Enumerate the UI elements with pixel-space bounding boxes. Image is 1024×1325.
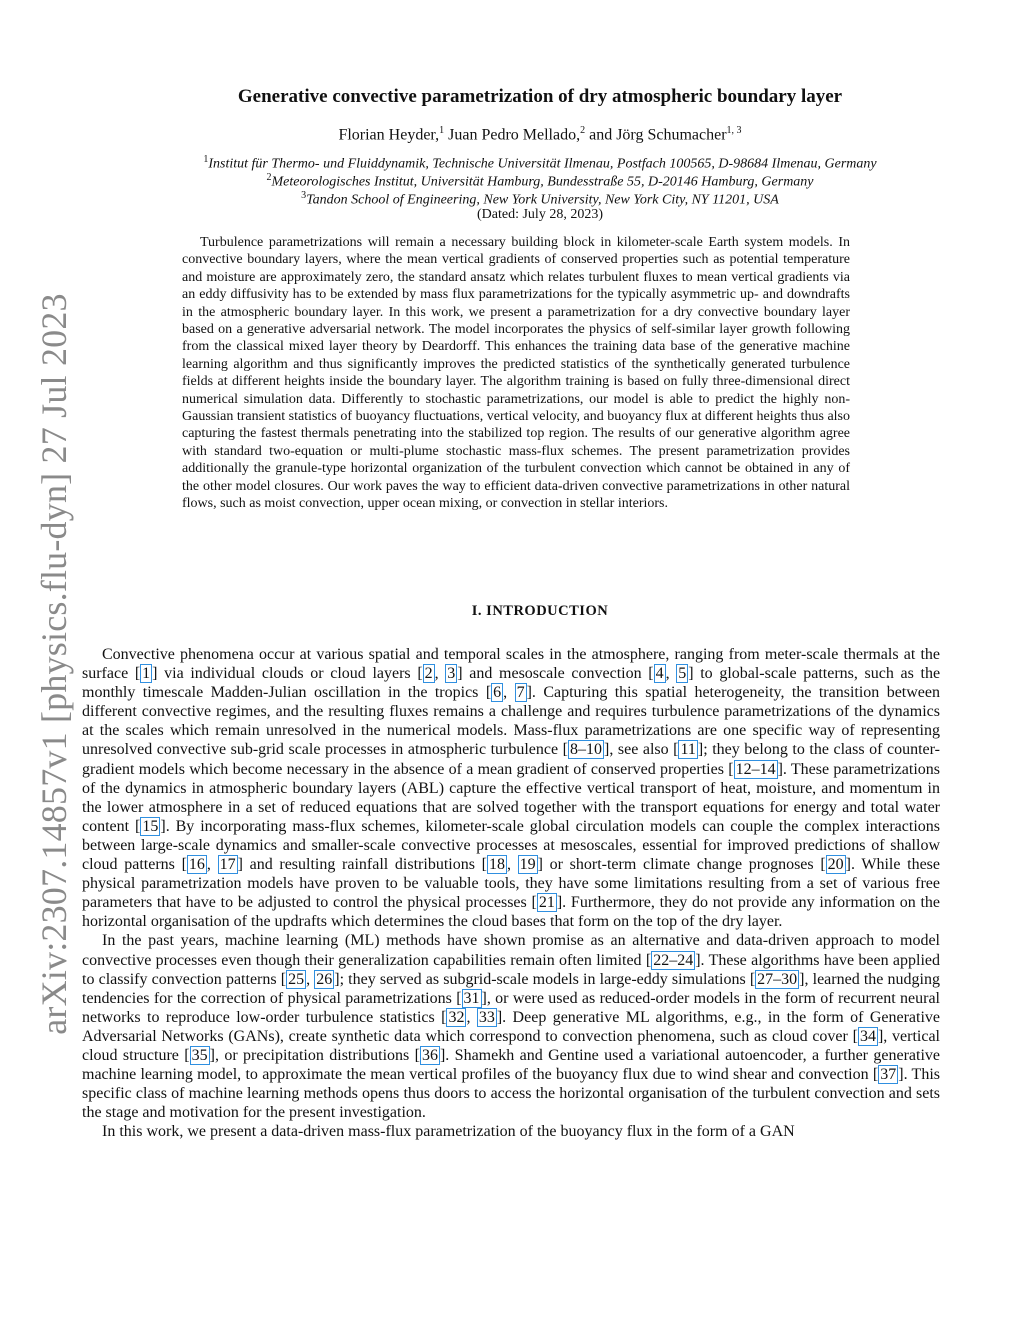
citation-link[interactable]: 35	[191, 1046, 208, 1064]
citation: [ 1 ]	[134, 665, 158, 683]
citation-link[interactable]: 19	[519, 856, 536, 874]
arxiv-identifier-stamp[interactable]: arXiv:2307.14857v1 [physics.flu-dyn] 27 Jul 2023	[34, 293, 74, 1035]
paper-title: Generative convective parametrization of dry atmospheric boundary layer	[237, 86, 843, 107]
citation-link[interactable]: 36	[421, 1046, 438, 1064]
affiliation-marker: 2	[266, 172, 272, 183]
affiliation-text: Institut für Thermo- und Fluiddynamik, Technische Universität Ilmenau, Postfach 100565, D-98684 Ilmenau, Germany	[208, 156, 877, 172]
date-line: (Dated: July 28, 2023)	[477, 207, 603, 222]
affiliation-marker: 1	[203, 154, 209, 165]
citation: [ 22–24 ]	[645, 951, 701, 969]
citation: [ 37 ]	[872, 1066, 904, 1084]
citation: [ 36 ]	[414, 1046, 446, 1064]
body-text-run: In this work, we present a data-driven mass-flux parametrization of the buoyancy flux in the form of a GAN	[102, 1123, 795, 1141]
citation: [ 34 ]	[852, 1027, 884, 1045]
citation-link[interactable]: 8–10	[569, 741, 602, 759]
body-text-run: via individual clouds or cloud layers	[157, 665, 418, 683]
citation: [ 12–14 ]	[728, 760, 783, 778]
body-text-run: and resulting rainfall distributions	[242, 856, 482, 874]
citation-link[interactable]: 34	[859, 1027, 876, 1045]
citation-link[interactable]: 12–14	[735, 760, 776, 778]
body-text-run: and mesoscale convection	[462, 665, 649, 683]
citation-link[interactable]: 20	[827, 856, 844, 874]
affiliation-marker: 1	[439, 125, 445, 136]
citation: [ 35 ]	[184, 1046, 215, 1064]
citation-link[interactable]: 18	[488, 856, 505, 874]
body-text-run: . Deep generative ML algorithms, e.g., in the form of Generative Adversarial Networks (GANs), create synthetic data which correspond to convection phenomena, such as cloud cover	[82, 1008, 940, 1045]
citation: [ 2 , 3 ]	[417, 665, 463, 683]
body-text-run: . This specific class of machine learning methods opens thus doors to access the horizontal organisation of the turbulent convection and sets the stage and motivation for the present investigation.	[82, 1066, 941, 1122]
citation: [ 25 , 26 ]	[280, 970, 340, 988]
citation: [ 27–30 ]	[749, 970, 805, 988]
affiliation-marker: 2	[580, 125, 586, 136]
body-text-run: , or precipitation distributions	[214, 1046, 415, 1064]
citation-link[interactable]: 33	[478, 1008, 495, 1026]
citation-link[interactable]: 15	[142, 817, 159, 835]
body-paragraph	[82, 645, 940, 931]
author-list	[100, 125, 980, 144]
citation: [ 20 ]	[820, 856, 851, 874]
body-text-run: In the past years, machine learning (ML) methods have shown promise as an alternative and data-driven approach to model convective processes even though their generalization capabilities remain often limited	[82, 932, 940, 969]
body-text-run: . These parametrizations of the dynamics in atmospheric boundary layers (ABL) capture the effective vertical transport of heat, moisture, and momentum in the lower atmosphere in a set of reduced equations that are solved together with the transport equations for energy and total water content	[82, 760, 941, 835]
body-text-run: , learned the nudging tendencies for the correction of physical parametrizations	[82, 970, 940, 1007]
body-text-run: , see also	[609, 741, 674, 759]
citation: [ 8–10 ]	[562, 741, 610, 759]
citation: [ 4 , 5 ]	[648, 665, 694, 683]
citation-link[interactable]: 1	[142, 665, 151, 683]
citation-link[interactable]: 26	[316, 970, 333, 988]
body-text-run: . Shamekh and Gentine used a variational autoencoder, a further generative machine learning model, to approximate the mean vertical profiles of the buoyancy flux due to wind shear and convection	[82, 1046, 940, 1084]
affiliation-marker: 1, 3	[726, 125, 742, 136]
citation-link[interactable]: 5	[678, 665, 687, 683]
body-text-run: Convective phenomena occur at various spatial and temporal scales in the atmosphere, ranging from meter-scale thermals at the surface	[82, 646, 940, 683]
citation: [ 31 ]	[456, 989, 487, 1007]
body-text-run: or short-term climate change prognoses	[542, 856, 821, 874]
affiliation-text: Meteorologisches Institut, Universität Hamburg, Bundesstraße 55, D-20146 Hamburg, Germany	[271, 174, 814, 190]
citation: [ 15 ]	[135, 817, 166, 835]
body-text-run: . While these physical parametrization models have proven to be valuable tools, they have some limitations resulting from a set of various free parameters that have to be adjusted to control the physical processes	[82, 856, 941, 912]
author-name: Florian Heyder,	[338, 126, 440, 144]
author-name: Juan Pedro Mellado,	[444, 126, 581, 144]
citation-link[interactable]: 4	[655, 665, 664, 683]
citation: [ 32 , 33 ]	[441, 1008, 503, 1026]
abstract: Turbulence parametrizations will remain a necessary building block in kilometer-scale Earth system models. In convective boundary layers, where the mean vertical gradients of conserved properties such as potential temperature and moisture are approximately zero, the standard ansatz which relates turbulent fluxes to mean vertical gradients via an eddy diffusivity has to be extended by mass flux parametrizations for the typically asymmetric up- and downdrafts in the atmospheric boundary layer. In this work, we present a parametrization for a dry convective boundary layer based on a generative adversarial network. The model incorporates the physics of self-similar layer growth following from the classical mixed layer theory by Deardorff. This enhances the training data base of the generative machine learning algorithm and thus significantly improves the predicted statistics of the synthetically generated turbulence fields at different heights inside the boundary layer. The algorithm training is based on fully three-dimensional direct numerical simulation data. Differently to stochastic parametrizations, our model is able to predict the highly non-Gaussian transient statistics of buoyancy fluctuations, vertical velocity, and buoyancy flux at different heights thus also capturing the fastest thermals penetrating into the stabilized top region. The results of our generative algorithm agree with standard two-equation or multi-plume stochastic mass-flux schemes. The present parametrization provides additionally the granule-type horizontal organization of the turbulent convection which cannot be obtained in any of the other model closures. Our work paves the way to efficient data-driven convective parametrizations in other natural flows, such as moist convection, upper ocean mixing, or convection in stellar interiors.	[182, 235, 850, 512]
citation-link[interactable]: 7	[516, 684, 525, 702]
affiliation-1	[80, 154, 1000, 173]
affiliation-marker: 3	[301, 190, 307, 201]
citation-link[interactable]: 25	[288, 970, 305, 988]
citation-link[interactable]: 32	[448, 1008, 465, 1026]
citation: [ 16 , 17 ]	[181, 856, 243, 874]
citation: [ 18 , 19 ]	[481, 856, 543, 874]
section-heading-introduction: I. INTRODUCTION	[471, 603, 609, 619]
affiliation-text: Tandon School of Engineering, New York University, New York City, NY 11201, USA	[306, 192, 779, 208]
citation-link[interactable]: 22–24	[653, 951, 694, 969]
body-text-run: , vertical cloud structure	[82, 1027, 941, 1064]
body-paragraph	[82, 1122, 940, 1141]
affiliation-3	[80, 190, 1000, 209]
citation-link[interactable]: 37	[880, 1066, 897, 1084]
citation: [ 6 , 7 ]	[485, 684, 532, 702]
body-text-run: , or were used as reduced-order models in the form of recurrent neural networks to reproduce low-order turbulence statistics	[82, 989, 941, 1026]
citation-link[interactable]: 17	[219, 856, 236, 874]
body-paragraph	[82, 931, 940, 1122]
body-text-run: . Capturing this spatial heterogeneity, the transition between different convective regimes, and the resulting fluxes remains a challenge and requires turbulence parametrizations of the dynamics at the scales which remain unresolved in the numerical models. Mass-flux parametrizations are one specific way of representing unresolved convective sub-grid scale processes in atmospheric turbulence	[82, 684, 941, 759]
citation-link[interactable]: 27–30	[757, 970, 798, 988]
citation-link[interactable]: 16	[188, 856, 205, 874]
introduction-body	[82, 645, 940, 1141]
citation: [ 21 ]	[531, 894, 563, 912]
affiliation-2	[80, 172, 1000, 191]
body-text-run: . By incorporating mass-flux schemes, kilometer-scale global circulation models can couple the complex interactions between large-scale dynamics and smaller-scale convective processes at mesoscales, essential for improved predictions of shallow cloud patterns	[82, 817, 940, 874]
body-text-run: to global-scale patterns, such as the monthly timescale Madden-Julian oscillation in the tropics	[82, 665, 941, 702]
citation-link[interactable]: 11	[680, 741, 696, 759]
body-text-run: . Furthermore, they do not provide any information on the horizontal organisation of the updrafts which determines the cloud bases that form on the top of the dry layer.	[82, 894, 941, 931]
author-name: and Jörg Schumacher	[585, 126, 727, 144]
citation-link[interactable]: 2	[424, 665, 433, 683]
body-text-run: . These algorithms have been applied to classify convection patterns	[82, 951, 940, 988]
citation-link[interactable]: 21	[538, 894, 555, 912]
body-text-run: ; they served as subgrid-scale models in large-eddy simulations	[339, 970, 750, 988]
body-text-run: ; they belong to the class of counter-gradient models which become necessary in the absence of a mean gradient of conserved properties	[82, 741, 940, 778]
citation-link[interactable]: 3	[447, 665, 456, 683]
citation-link[interactable]: 31	[463, 989, 480, 1007]
citation: [ 11 ]	[673, 741, 704, 759]
citation-link[interactable]: 6	[493, 684, 502, 702]
